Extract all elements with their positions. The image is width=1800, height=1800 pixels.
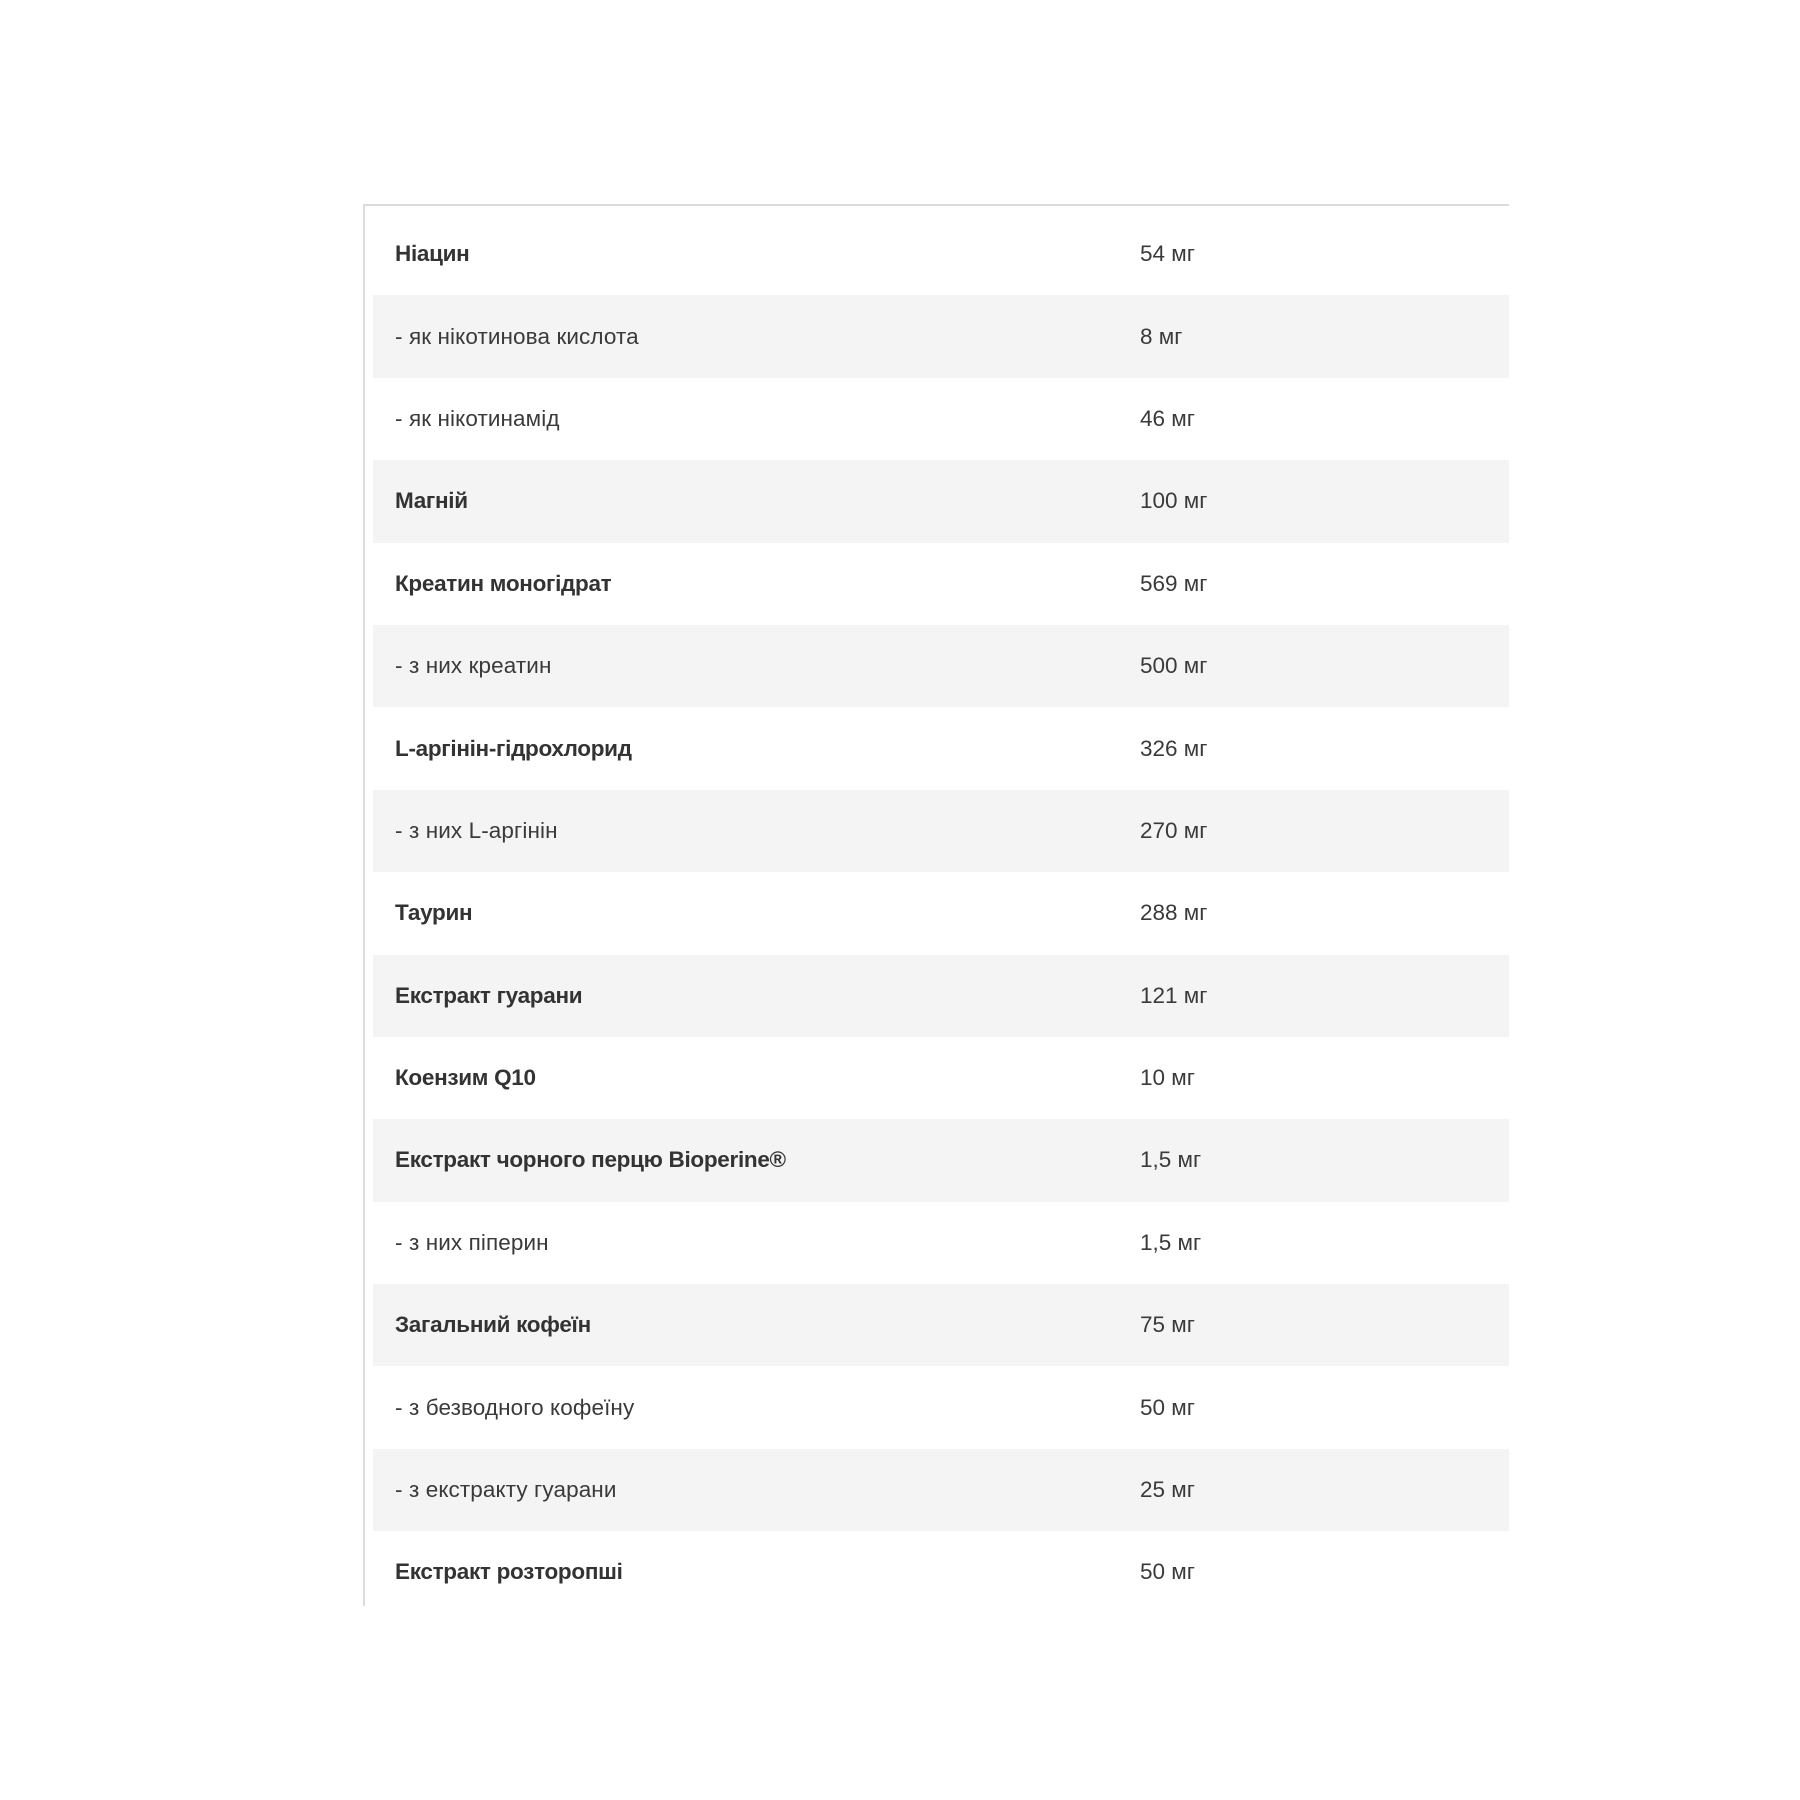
ingredient-name: - як нікотинова кислота xyxy=(395,323,639,349)
ingredient-name: Магній xyxy=(395,488,468,514)
ingredient-amount: 121 мг xyxy=(1140,982,1208,1008)
ingredient-amount: 270 мг xyxy=(1140,817,1208,843)
table-row xyxy=(373,460,1509,542)
ingredient-name: - з них L-аргінін xyxy=(395,817,558,843)
table-row xyxy=(373,1366,1509,1448)
table-row xyxy=(373,1531,1509,1606)
ingredient-amount: 569 мг xyxy=(1140,570,1208,596)
table-row xyxy=(373,1284,1509,1366)
ingredient-name: Екстракт гуарани xyxy=(395,982,583,1008)
ingredient-amount: 10 мг xyxy=(1140,1065,1195,1091)
nutrition-table-body xyxy=(373,213,1509,1606)
table-row xyxy=(373,872,1509,954)
ingredient-amount: 326 мг xyxy=(1140,735,1208,761)
ingredient-amount: 75 мг xyxy=(1140,1312,1195,1338)
ingredient-name: Екстракт чорного перцю Bioperine® xyxy=(395,1147,786,1173)
ingredient-name: - з них піперин xyxy=(395,1229,549,1255)
ingredient-amount: 25 мг xyxy=(1140,1477,1195,1503)
ingredient-name: Загальний кофеїн xyxy=(395,1312,591,1338)
ingredient-name: - з безводного кофеїну xyxy=(395,1394,635,1420)
ingredient-amount: 500 мг xyxy=(1140,653,1208,679)
table-row xyxy=(373,625,1509,707)
ingredient-amount: 1,5 мг xyxy=(1140,1147,1202,1173)
table-row xyxy=(373,707,1509,789)
ingredient-amount: 46 мг xyxy=(1140,405,1195,431)
ingredient-name: Таурин xyxy=(395,900,473,926)
table-row xyxy=(373,1202,1509,1284)
ingredient-name: Ніацин xyxy=(395,241,470,267)
ingredient-name: L-аргінін-гідрохлорид xyxy=(395,735,632,761)
ingredient-amount: 8 мг xyxy=(1140,323,1183,349)
ingredient-name: Креатин моногідрат xyxy=(395,570,612,596)
ingredient-amount: 1,5 мг xyxy=(1140,1229,1202,1255)
ingredient-amount: 50 мг xyxy=(1140,1394,1195,1420)
nutrition-table xyxy=(363,204,1509,1606)
table-row xyxy=(373,1449,1509,1531)
table-row xyxy=(373,1037,1509,1119)
table-row xyxy=(373,378,1509,460)
table-row xyxy=(373,790,1509,872)
table-row xyxy=(373,1119,1509,1201)
ingredient-name: - як нікотинамід xyxy=(395,405,560,431)
ingredient-name: - з екстракту гуарани xyxy=(395,1477,617,1503)
ingredient-amount: 100 мг xyxy=(1140,488,1208,514)
table-row xyxy=(373,213,1509,295)
ingredient-name: Коензим Q10 xyxy=(395,1065,536,1091)
ingredient-name: Екстракт розторопші xyxy=(395,1559,623,1585)
ingredient-amount: 50 мг xyxy=(1140,1559,1195,1585)
ingredient-name: - з них креатин xyxy=(395,653,552,679)
ingredient-amount: 288 мг xyxy=(1140,900,1208,926)
table-row xyxy=(373,295,1509,377)
ingredient-amount: 54 мг xyxy=(1140,241,1195,267)
table-row xyxy=(373,543,1509,625)
table-row xyxy=(373,955,1509,1037)
